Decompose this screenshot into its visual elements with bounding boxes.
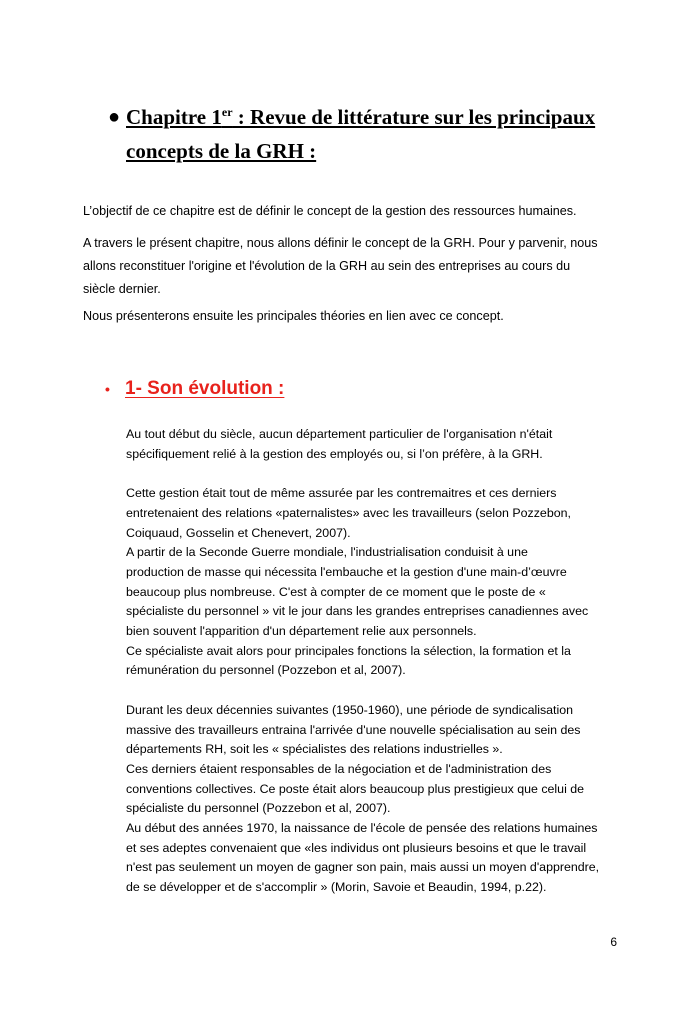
body-line: Au début des années 1970, la naissance de l'école de pensée des relations humaines: [126, 821, 598, 836]
body-line: n'est pas seulement un moyen de gagner son pain, mais aussi un moyen d'apprendre,: [126, 860, 600, 875]
blank-line: [126, 681, 636, 701]
chapter-title: [126, 100, 595, 168]
body-line: Au tout début du siècle, aucun département particulier de l'organisation n'était: [126, 427, 553, 441]
body-line: Cette gestion était tout de même assurée par les contremaitres et ces derniers: [126, 486, 557, 501]
body-line: Ces derniers étaient responsables de la négociation et de l'administration des: [126, 761, 552, 776]
body-line: rémunération du personnel (Pozzebon et al, 2007).: [126, 663, 406, 678]
body-line: massive des travailleurs entraina l'arrivée d'une nouvelle spécialisation au sein des: [126, 722, 581, 737]
body-line: bien souvent l'apparition d'un département relie aux personnels.: [126, 624, 477, 639]
body-line: spécialiste du personnel » vit le jour dans les grandes entreprises canadiennes avec: [126, 604, 589, 619]
body-line: départements RH, soit les « spécialistes des relations industrielles ».: [126, 742, 503, 757]
body-line: A partir de la Seconde Guerre mondiale, l'industrialisation conduisit à une: [126, 545, 528, 560]
chapter-title-line2: concepts de la GRH :: [126, 139, 317, 163]
intro-paragraph-scope: [83, 232, 623, 301]
body-line: Durant les deux décennies suivantes (1950-1960), une période de syndicalisation: [126, 702, 574, 717]
chapter-title-superscript: er: [221, 105, 233, 119]
body-line: spécifiquement relié à la gestion des employés ou, si l’on préfère, à la GRH.: [126, 446, 543, 461]
blank-line: [126, 464, 636, 484]
chapter-title-prefix: Chapitre 1: [126, 105, 222, 129]
body-line: Coiquaud, Gosselin et Chenevert, 2007).: [126, 525, 351, 540]
intro-paragraph-objective: L’objectif de ce chapitre est de définir le concept de la gestion des ressources humaines.: [83, 204, 577, 218]
section-body: [126, 425, 636, 898]
body-line: beaucoup plus nombreuse. C'est à compter de ce moment que le poste de «: [126, 584, 546, 599]
chapter-title-rest: : Revue de littérature sur les principaux: [232, 105, 596, 129]
body-line: de se développer et de s'accomplir » (Morin, Savoie et Beaudin, 1994, p.22).: [126, 880, 547, 895]
body-line: conventions collectives. Ce poste était alors beaucoup plus prestigieux que celui de: [126, 781, 585, 796]
intro-paragraph-theories: Nous présenterons ensuite les principales théories en lien avec ce concept.: [83, 309, 504, 323]
body-line: et ses adeptes convenaient que «les individus ont plusieurs besoins et que le travail: [126, 840, 587, 855]
body-line: spécialiste du personnel (Pozzebon et al, 2007).: [126, 801, 391, 816]
page-number: 6: [610, 935, 617, 949]
intro-line: A travers le présent chapitre, nous allons définir le concept de la GRH. Pour y parvenir, nous: [83, 236, 598, 250]
section-title: 1- Son évolution :: [125, 378, 285, 399]
bullet-icon: ●: [108, 106, 121, 128]
intro-line: allons reconstituer l'origine et l'évolution de la GRH au sein des entreprises au cours du: [83, 259, 571, 273]
body-line: Ce spécialiste avait alors pour principales fonctions la sélection, la formation et la: [126, 643, 571, 658]
body-line: production de masse qui nécessita l'embauche et la gestion d'une main-d’œuvre: [126, 564, 567, 579]
body-line: entretenaient des relations «paternalistes» avec les travailleurs (selon Pozzebon,: [126, 505, 571, 520]
bullet-icon: •: [105, 381, 110, 397]
intro-line: siècle dernier.: [83, 282, 161, 296]
